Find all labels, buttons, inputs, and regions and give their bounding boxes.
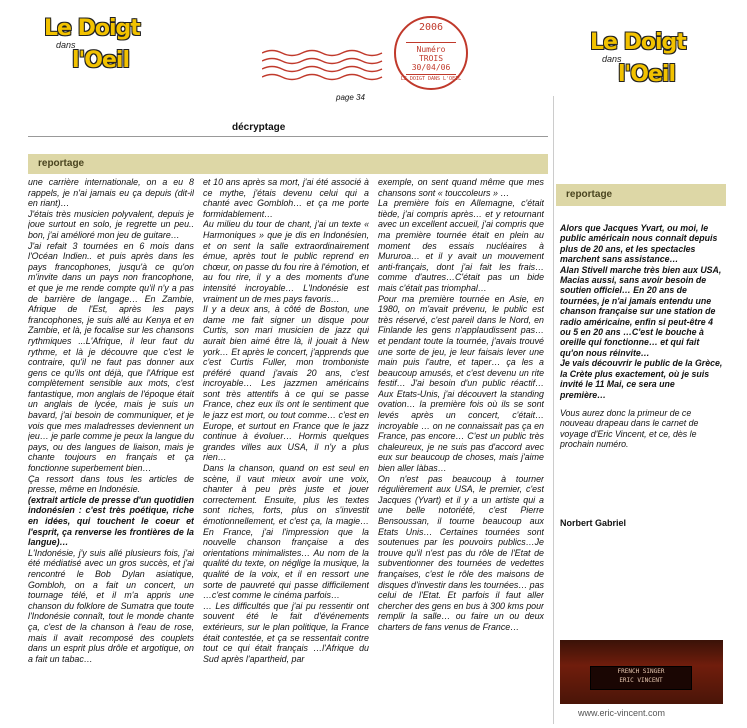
concert-photo — [560, 640, 723, 704]
section-title: décryptage — [232, 122, 286, 133]
logo-left — [44, 18, 154, 78]
stamp-issue: TROIS — [418, 54, 444, 63]
author-name: Norbert Gabriel — [560, 518, 627, 528]
logo-dans: dans — [602, 54, 622, 64]
col2-para: Au milieu du tour de chant, j'ai un texte « Harmoniques » que je dis en Indonésien, et on sent la salle extraordinairement émue, après tout le public reprend en chœur, on passe du fou rire à l'émotion, et au fou rire, il y a des moments d'une intensité incroyable… L'Indonésie est vraiment un de mes pays favoris… — [203, 219, 369, 304]
col3-para: La première fois en Allemagne, c'était tiède, j'ai compris après… et y retournant avec un excellent accueil, j'ai compris que ma première tournée était en plein au moment des essais nucléaires à Mururoa… et il y avait un mouvement anti-français, dont j'ai fait les frais… comme d'autres…C'était pas un bide mais c'était pas triomphal… — [378, 198, 544, 293]
logo-dans: dans — [56, 40, 76, 50]
col1-para: L'Indonésie, j'y suis allé plusieurs fois, j'ai été médiatisé avec un gros succès, et j'ai rencontré le Bob Dylan asiatique, Gombloh, on a fait un concert, un tournage télé, et il m'a appris une chanson du folklore de Sumatra que toute l'Indonésie connaît, tout le monde chante ça, c'est de la chanson à l'eau de rose, mais il avait recomposé des couplets dans un esprit plus drôle et argotique, on a fait un tabac… — [28, 547, 194, 664]
col2-para: Il y a deux ans, à côté de Boston, une dame me fait signer un disque pour Curtis, son mari musicien de jazz qui aurait bien aimé être là, il jouait à New york… Et après le concert, j'apprends que c'est Curtis Fuller, mon tromboniste préféré quand j'avais 20 ans, c'est incroyable… Les jazzmen américains sont très attentifs à ce qui se passe France, chez eux ils ont le sentiment que le jazz est mort, ou tout comme… c'est en Europe, et surtout en France que le jazz continue à évoluer… Hormis quelques grandes villes aux USA, il n'y a plus rien… — [203, 304, 369, 463]
sidebar-para: Alors que Jacques Yvart, ou moi, le public américain nous connaît depuis plus de 20 ans, et les spectacles marchent sans assistance… — [560, 223, 718, 265]
col3-para: On n'est pas beaucoup à tourner régulièrement aux USA, le premier, c'est Jacques (Yvart) et il y a un artiste qui a une belle notoriété, c'est Pierre Bensoussan, il tourne beaucoup aux Etats Unis… Certaines tournées sont soutenues par les pouvoirs publics…Je trouve qu'il n'est pas du rôle de l'Etat de subventionner des tournées de vedettes françaises, c'est le rôle des maisons de disques d'investir dans les tournées… pas celui de l'Etat. Et parfois il faut aller chercher des gens en bus à 300 kms pour remplir la salle… ou faire un ou deux charters de fans venus de France… — [378, 473, 544, 632]
col1-para: J'ai refait 3 tournées en 6 mois dans l'Océan Indien.. et puis après dans les pays francophones, jusqu'à ce qu'on m'invite dans un pays non francophone, et que je me rende compte qu'il n'y a pas de barrière de langage… En Zambie, Afrique de l'Est, après les pays francophones, je suis allé au Kenya et en Zambie, et là, je focalise sur les chansons rythmiques ...L'Afrique, il leur faut du rythme, et là je découvre que c'est le contraire, qu'il ne faut pas donner aux gens ce qu'ils ont déjà, que l'Afrique est complètement sensible aux mots, c'est fantastique, mon anglais de l'époque était un anglais de lycée, mais je suis un bavard, j'ai besoin de communiquer, et je vois que mes maladresses deviennent un jeu… je parle comme je peux la langue du pays, ou des langues de liaison, mais je chante toujours en français et ça fonctionne superbement bien… — [28, 240, 194, 474]
sidebar-para: Je vais découvrir le public de la Grèce, la Crète plus exactement, où je suis invité le 11 Mai, ce sera une première… — [560, 358, 723, 400]
article-column-2 — [203, 177, 369, 719]
sidebar-para: Alan Stivell marche très bien aux USA, Macias aussi, sans avoir besoin de soutien officiel… En 20 ans de tournées, je n'ai jamais entendu une chanson française sur une station de radio américaine, enfin si peut-être 4 ou 5 en 20 ans …C'est le bouche à oreille qui fonctionne… et qui fait qu'on nous réinvite… — [560, 264, 722, 358]
postmark-stamp — [394, 16, 468, 90]
col1-para: J'étais très musicien polyvalent, depuis je joue surtout en solo, je regrette un peu.. bon, j'ai amélioré mon jeu de guitare… — [28, 208, 194, 240]
col1-quote: (extrait article de presse d'un quotidien indonésien : c'est très poétique, riche en idées, qui touchent le coeur et l'esprit, ça renverse les frontières de la langue)… — [28, 494, 194, 548]
col1-para: Ça ressort dans tous les articles de presse, même en Indonésie. — [28, 473, 194, 495]
col2-para: et 10 ans après sa mort, j'ai été associé à ce mythe, j'étais devenu celui qui a chanté avec Gombloh… et ça me porte formidablement… — [203, 177, 369, 219]
col1-para: une carrière internationale, on a eu 8 rappels, je n'ai jamais eu ça depuis (dit-il en riant)… — [28, 177, 194, 209]
website-link[interactable]: www.eric-vincent.com — [578, 708, 666, 718]
col3-para: exemple, on sent quand même que mes chansons sont « touccoleurs » … — [378, 177, 544, 198]
stamp-center — [406, 42, 456, 75]
reportage-band — [28, 154, 548, 174]
col3-para: Pour ma première tournée en Asie, en 1980, on m'avait prévenu, le public est très réservé, c'est pareil dans le Nord, en Finlande les gens n'applaudissent pas… et pendant toute la tournée, j'avais trouvé une sorte de jeu, je leur faisais lever une main puis l'autre, et taper… ça les a beaucoup amusés, et c'est devenu un rite festif… J'ai besoin d'un public réactif… Aux Etats-Unis, j'ai découvert la standing ovation… la première fois où ils se sont levés après un concert, c'était… incroyable … on ne connaissait pas ça en France, pas encore… C'est un public très chaleureux, je ne suis pas d'accord avec eux sur beaucoup de choses, mais j'aime bien aller làbas… — [378, 293, 544, 474]
stamp-numero: Numéro — [416, 45, 446, 54]
sign-line-1: FRENCH SINGER — [617, 668, 665, 675]
article-column-3 — [378, 177, 544, 719]
sidebar-reportage-label: reportage — [566, 189, 613, 200]
col2-para: Dans la chanson, quand on est seul en scène, il vaut mieux avoir une voix, chanter à peu près juste et jouer correctement. Ensuite, plus les textes sont riches, forts, plus on s'investit émotionnellement, et c'est ça, la magie… En France, j'ai l'impression que la nouvelle chanson française a des orientations minimalistes… Au nom de la qualité du texte, on néglige la musique, la qualité de la voix, et il en ressort une sorte de pauvreté qui passe difficilement …c'est comme le cinéma parfois… — [203, 463, 369, 601]
sidebar-para: Vous aurez donc la primeur de ce nouveau drapeau dans le carnet de voyage d'Eric Vincent, et ce, dès le prochain numéro. — [560, 407, 699, 450]
logo-line2: l'Oeil — [618, 62, 675, 87]
sign-line-2: ERIC VINCENT — [619, 677, 663, 684]
logo-line2: l'Oeil — [72, 48, 129, 73]
page-number: page 34 — [336, 93, 365, 102]
marquee-sign — [590, 666, 692, 690]
stamp-date: 30/04/06 — [411, 63, 451, 72]
logo-line1: Le Doigt — [44, 16, 140, 41]
article-column-1 — [28, 177, 194, 719]
logo-right — [590, 32, 700, 92]
sidebar-text — [560, 223, 723, 458]
reportage-label: reportage — [38, 158, 85, 169]
col2-para: … Les difficultés que j'ai pu ressentir ont souvent été le fait d'événements extérieurs, sur le plan politique, la France était contestée, et ça se ressentait contre tout ce qui était français …l'Afrique du Sud après l'apartheid, par — [203, 600, 369, 664]
section-divider — [28, 136, 548, 137]
postmark-waves-icon — [262, 48, 387, 84]
logo-line1: Le Doigt — [590, 30, 686, 55]
stamp-year: 2006 — [418, 22, 444, 33]
stamp-ring: LE DOIGT DANS L'OEIL — [400, 76, 462, 82]
